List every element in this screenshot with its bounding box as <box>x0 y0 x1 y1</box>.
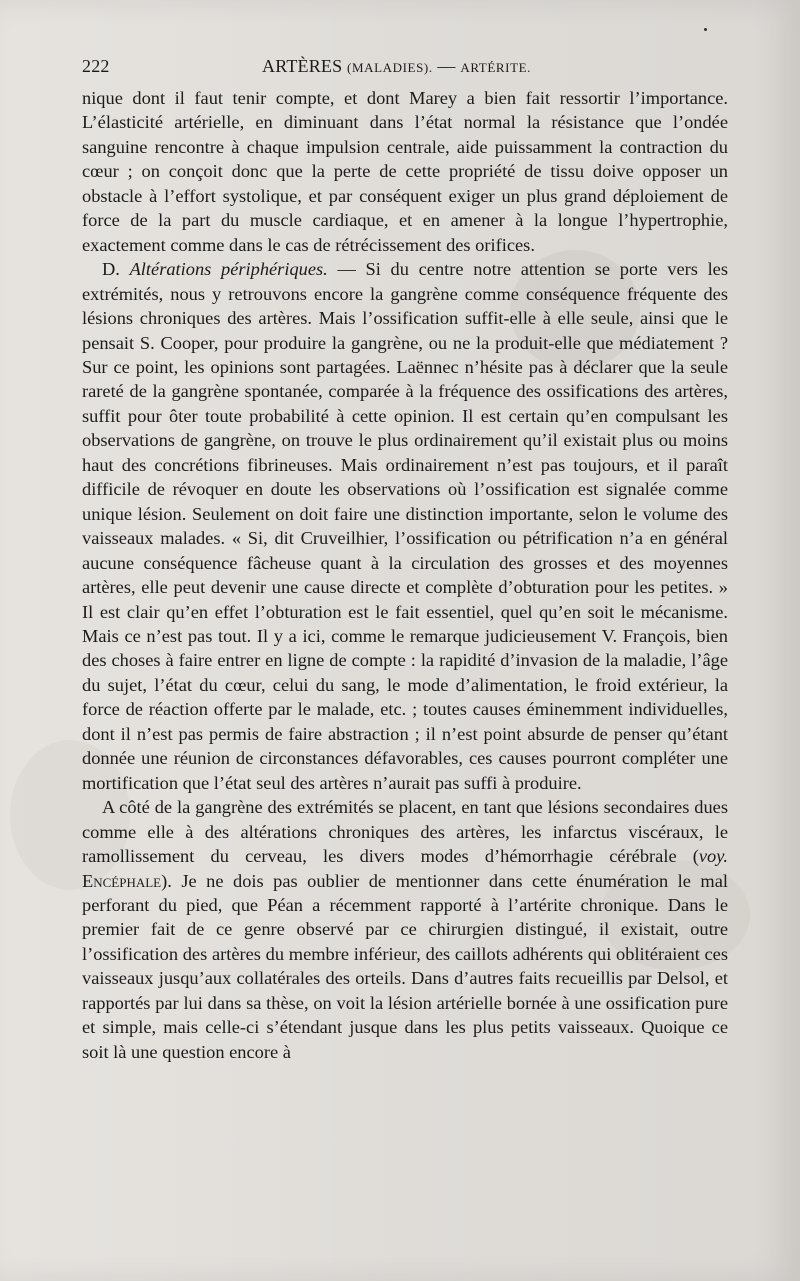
paragraph <box>82 795 728 1064</box>
page-number: 222 <box>82 56 110 76</box>
paragraph <box>82 257 728 795</box>
paragraph-text: ). Je ne dois pas oublier de mentionner dans cette énumération le mal perforant du pied, que Péan a récemment rapporté à l’artérite chronique. Dans le premier fait de ce genre observé par ce chirurgien distingué, il existait, outre l’ossification des artères du membre inférieur, des caillots adhérents qui oblitéraient ces vaisseaux jusqu’aux collatérales des orteils. Dans d’autres faits recueillis par Delsol, et rapportés par lui dans sa thèse, on voit la lésion artérielle bornée à une ossification pure et simple, mais celle-ci s’étendant jusque dans les plus petits vaisseaux. Quoique ce soit là une question encore à <box>82 870 728 1062</box>
paragraph-text: A côté de la gangrène des extrémités se placent, en tant que lésions secondaires dues comme elle à des altérations chroniques des artères, les infarctus viscéraux, le ramollissement du cerveau, les divers modes d’hémorrhagie cérébrale ( <box>82 797 728 867</box>
running-head-subject: ARTÉRITE. <box>460 60 532 75</box>
section-label-prefix: D. <box>102 259 130 280</box>
paragraph-text: nique dont il faut tenir compte, et dont Marey a bien fait ressortir l’importance. L’élasticité artérielle, en diminuant dans l’état normal la résistance que l’ondée sanguine rencontre à chaque impulsion centrale, aide puissamment la contraction du cœur ; on conçoit donc que la perte de cette propriété de tissu doive opposer un obstacle à l’effort systolique, et par conséquent exiger un plus grand déploiement de force de la part du muscle cardiaque, et en amener à la longue l’hypertrophie, exactement comme dans le cas de rétrécissement des orifices. <box>82 88 728 255</box>
running-head-dash: — <box>437 56 456 76</box>
running-head-title: ARTÈRES <box>262 56 343 76</box>
paragraph <box>82 86 728 257</box>
page-text <box>82 86 728 1064</box>
page-header <box>82 52 728 80</box>
section-title: Altérations périphériques. <box>129 259 328 280</box>
paragraph-text: — Si du centre notre attention se porte vers les extrémités, nous y retrouvons encore la gangrène comme conséquence fréquente des lésions chroniques des artères. Mais l’ossification suffit-elle à elle seule, ainsi que le pensait S. Cooper, pour produire la gangrène, ou ne la produit-elle que médiatement ? Sur ce point, les opinions sont partagées. Laënnec n’hésite pas à déclarer que la seule rareté de la gangrène spontanée, comparée à la fréquence des ossifications des artères, suffit pour ôter toute probabilité à cette opinion. Il est certain qu’en compulsant les observations de gangrène, on trouve le plus ordinairement qu’il existait plus ou moins haut des concrétions fibrineuses. Mais ordinairement n’est pas toujours, et il paraît difficile de révoquer en doute les observations où l’ossification est signalée comme unique lésion. Seulement on doit faire une distinction importante, selon le volume des vaisseaux malades. « Si, dit Cruveilhier, l’ossification ou pétrification n’a en général aucune conséquence fâcheuse quant à la circulation des grosses et des moyennes artères, elle peut devenir une cause directe et complète d’obturation pour les petites. » Il est clair qu’en effet l’obturation est le fait essentiel, quel qu’en soit le mécanisme. Mais ce n’est pas tout. Il y a ici, comme le remarque judicieusement V. François, bien des choses à faire entrer en ligne de compte : la rapidité d’invasion de la maladie, l’âge du sujet, l’état du cœur, celui du sang, le mode d’alimentation, le froid extérieur, la force de réaction offerte par le malade, etc. ; toutes causes éminemment individuelles, dont il n’est pas permis de faire abstraction ; il n’est point absurde de penser qu’étant donnée une réunion de circonstances défavorables, ces causes pourront compléter une mortification que l’état seul des artères n’aurait pas suffi à produire. <box>82 259 729 793</box>
cross-reference-entry: Encéphale <box>82 870 162 891</box>
running-head <box>262 52 531 82</box>
running-head-subtitle: (MALADIES). <box>347 60 433 75</box>
ink-speck <box>704 28 707 31</box>
cross-reference-label: voy. <box>698 846 728 867</box>
